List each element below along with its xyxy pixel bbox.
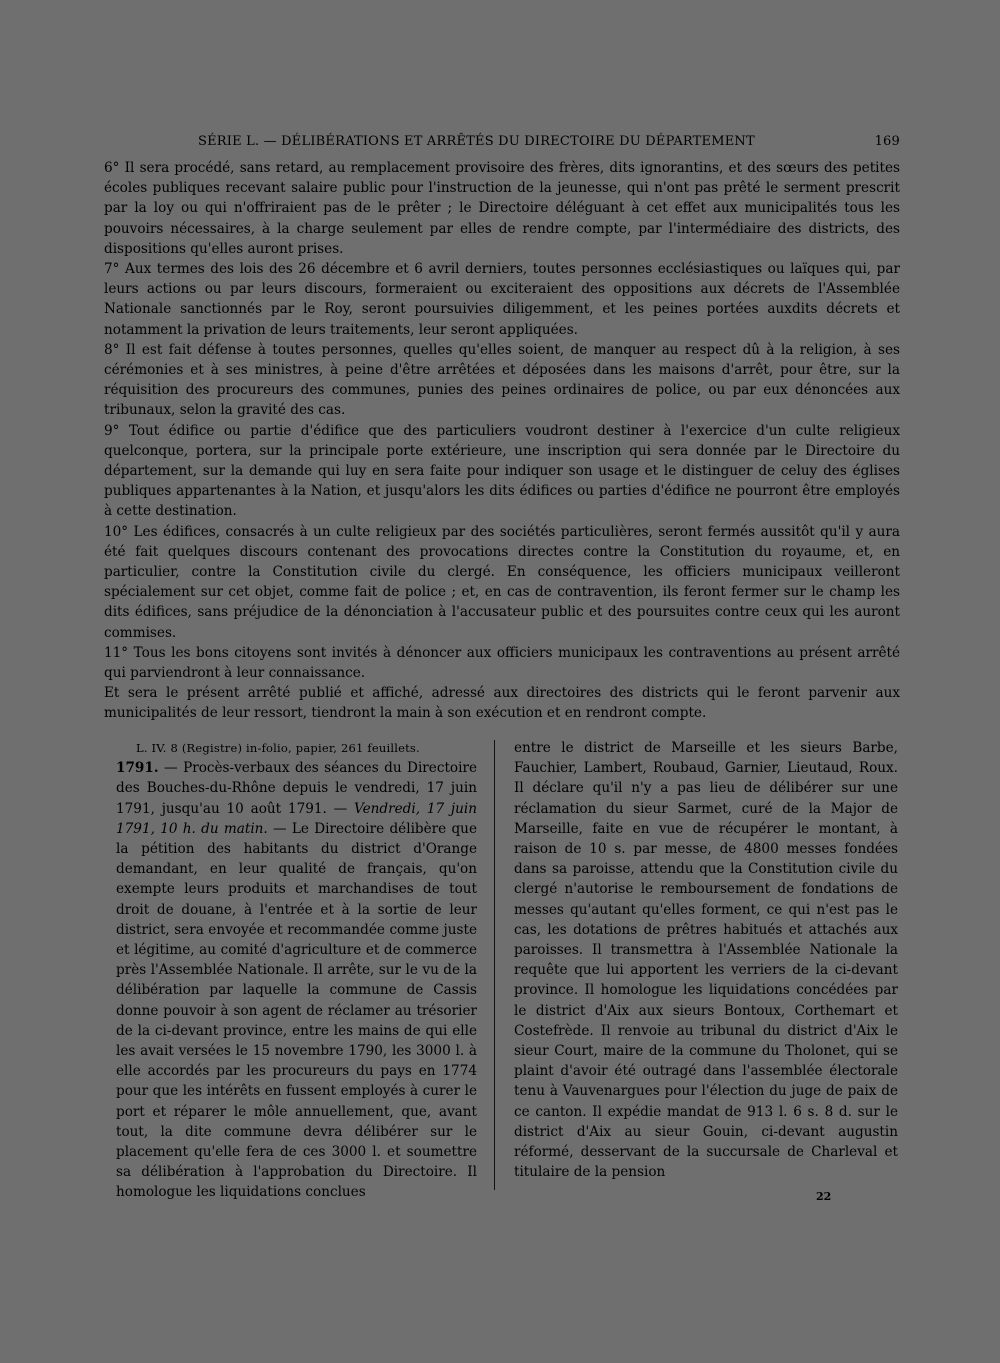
entry-text [116,758,477,1202]
column-divider [494,740,495,1190]
archive-source: L. IV. 8 (Registre) in-folio, papier, 261 feuillets. [136,741,420,755]
paragraph-9: 9° Tout édifice ou partie d'édifice que des particuliers voudront destiner à l'exercice d'un culte religieux quelconque, portera, sur la principale porte extérieure, une inscription qui sera donnée par le Directoire du département, sur la demande qui luy en sera faite pour indiquer son usage et le distinguer de celuy des églises publiques appartenantes à la Nation, et jusqu'alors les dits édifices ou parties d'édifice ne pourront être employés à cette destination. [104,422,900,520]
main-text [104,158,900,724]
paragraph-7: 7° Aux termes des lois des 26 décembre et 6 avril derniers, toutes personnes ecclésiastiques ou laïques qui, par leurs actions ou par leurs discours, formeraient ou exciteraient des oppositions aux décrets de l'Assemblée Nationale sanctionnés par le Roy, seront poursuivies diligemment, et les peines portées auxdits décrets et notamment la privation de leurs traitements, leur seront appliquées. [104,261,900,338]
entry-text-b: — Le Directoire délibère que la pétition des habitants du district d'Orange demandant, en leur qualité de français, qu'on exempte leurs produits et marchandises de tout droit de douane, à l'entrée et à la sortie de leur district, sera envoyée et recommandée comme juste et légitime, au comité d'agriculture et de commerce près l'Assemblée Nationale. Il arrête, sur le vu de la délibération par laquelle la commune de Cassis donne pouvoir à son agent de réclamer au trésorier de la ci-devant province, entre les mains de qui elle les avait versées le 15 novembre 1790, les 3000 l. à elle accordés par les procureurs du pays en 1774 pour que les intérêts en fussent employés à curer le port et réparer le môle annuellement, que, avant tout, la dite commune devra délibérer sur le placement qu'elle fera de ces 3000 l. et soumettre sa délibération à l'approbation du Directoire. Il homologue les liquidations conclues [116,820,477,1201]
entry-text-a: — Procès-verbaux des séances du Directoire des Bouches-du-Rhône depuis le vendredi, 17 juin 1791, jusqu'au 10 août 1791. — [116,760,477,817]
signature-mark: 22 [816,1190,832,1203]
header-title: SÉRIE L. — DÉLIBÉRATIONS ET ARRÊTÉS DU DIRECTOIRE DU DÉPARTEMENT [198,134,755,149]
entry-year: 1791. [116,760,159,777]
entry-date-italic: Vendredi, 17 juin 1791, 10 h. du matin. [116,800,478,837]
paragraph-6: 6° Il sera procédé, sans retard, au remplacement provisoire des frères, dits ignorantins, et des sœurs des petites écoles publiques recevant salaire public pour l'instruction de la jeunesse, qui n'ont pas prêté le serment prescrit par la loy ou qui n'offriraient pas de le prêter ; le Directoire déléguant à cet effet aux municipalités tous les pouvoirs nécessaires, à la charge seulement par elles de rendre compte, par l'intermédiaire des districts, des dispositions qu'elles auront prises. [104,160,900,257]
running-header [104,132,900,154]
page-number: 169 [874,134,900,149]
paragraph-closing: Et sera le présent arrêté publié et affiché, adressé aux directoires des districts qui le feront parvenir aux municipalités de leur ressort, tiendront la main à son exécution et en rendront compte. [104,685,900,722]
paragraph-8: 8° Il est fait défense à toutes personnes, quelles qu'elles soient, de manquer au respect dû à la religion, à ses cérémonies et à ses ministres, à peine d'être arrêtées et déposées dans les maisons d'arrêt, pour être, sur la réquisition des procureurs des communes, punies des peines ordinaires de police, ou par eux dénoncées aux tribunaux, selon la gravité des cas. [104,341,900,419]
left-column [116,738,477,1203]
paragraph-11: 11° Tous les bons citoyens sont invités à dénoncer aux officiers municipaux les contraventions au présent arrêté qui parviendront à leur connaissance. [104,644,900,682]
paragraph-10: 10° Les édifices, consacrés à un culte religieux par des sociétés particulières, seront fermés aussitôt qu'il y aura été fait quelques discours contenant des provocations directes contre la Constitution du royaume, et, en particulier, contre la Constitution civile du clergé. En conséquence, les officiers municipaux veilleront spécialement sur cet objet, comme fait de police ; et, en cas de contravention, ils feront fermer sur le champ les dits édifices, sans préjudice de la dénonciation à l'accusateur public et des poursuites contre ceux qui les auront commises. [104,523,900,641]
right-column-text: entre le district de Marseille et les sieurs Barbe, Fauchier, Lambert, Roubaud, Garnier, Lieutaud, Roux. Il déclare qu'il n'y a pas lieu de délibérer sur une réclamation du sieur Sarmet, curé de la Major de Marseille, faite en vue de récupérer le montant, à raison de 10 s. par messe, de 4800 messes fondées dans sa paroisse, attendu que la Constitution civile du clergé n'autorise le remboursement de fondations de messes qu'autant qu'elles forment, ce qui n'est pas le cas, les dotations de prêtres habitués et attachés aux paroisses. Il transmettra à l'Assemblée Nationale la requête que lui apportent les verriers de la ci-devant province. Il homologue les liquidations concédées par le district d'Aix aux sieurs Bontoux, Corthemart et Costefrède. Il renvoie au tribunal du district d'Aix le sieur Court, maire de la commune du Tholonet, qui se plaint d'avoir été outragé dans l'assemblée électorale tenu à Vauvenargues pour l'élection du juge de paix de ce canton. Il expédie mandat de 913 l. 6 s. 8 d. sur le district d'Aix au sieur Gouin, ci-devant augustin réformé, desservant de la succursale de Charleval et titulaire de la pension [514,740,898,1181]
right-column [514,738,898,1182]
